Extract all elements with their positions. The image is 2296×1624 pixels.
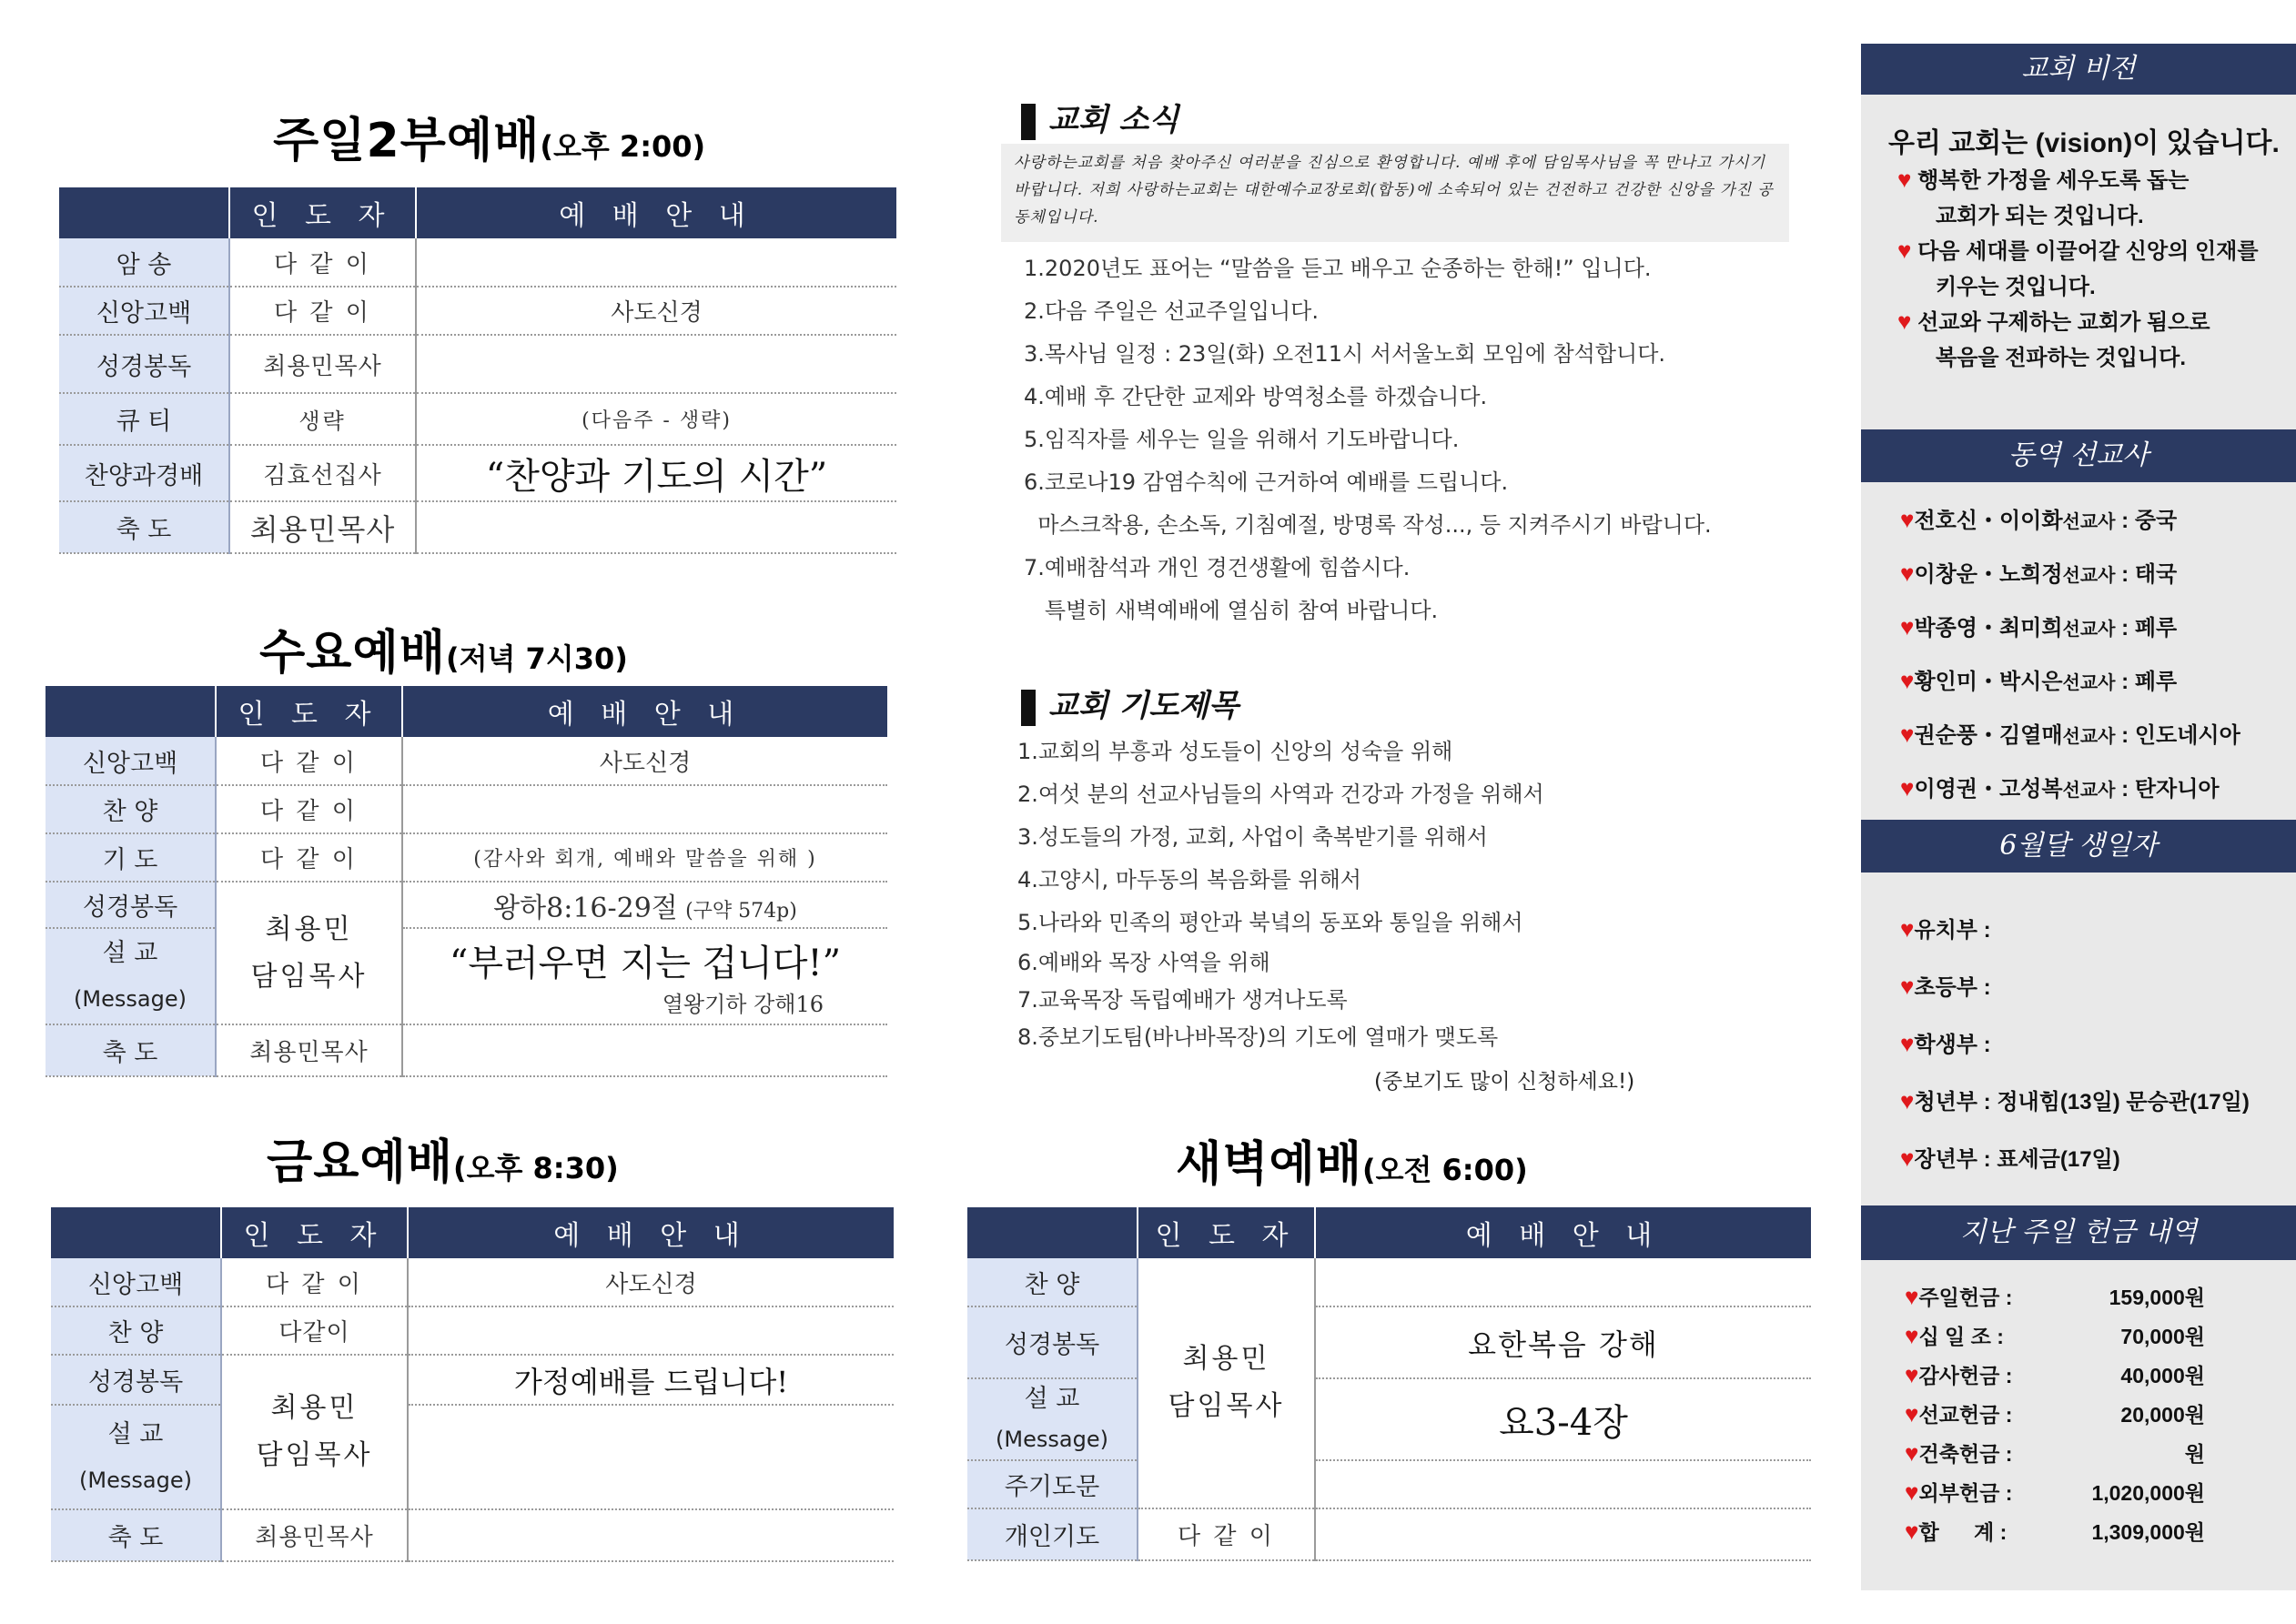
wednesday-title-time: (저녁 7시30)	[445, 641, 628, 676]
table-row	[967, 1378, 1811, 1460]
row-label: 성경봉독	[967, 1306, 1138, 1378]
offering-heading: 지난 주일 헌금 내역	[1861, 1205, 2296, 1260]
dawn-table	[967, 1207, 1811, 1561]
heart-icon: ♥	[1900, 721, 1915, 748]
sermon-title: “부러우면 지는 겁니다!”	[449, 943, 842, 984]
birthday-item	[1900, 969, 1991, 1001]
heart-icon: ♥	[1900, 973, 1915, 1000]
dawn-title	[1176, 1125, 1528, 1194]
row-guide: 가정예배를 드립니다!	[408, 1355, 894, 1405]
header-empty	[46, 686, 216, 737]
prayer-list	[1017, 731, 1818, 1056]
row-leader: 다같이	[221, 1306, 408, 1355]
prayer-heading	[1021, 681, 1239, 726]
birthday-item	[1900, 1026, 1991, 1058]
header-leader: 인 도 자	[221, 1207, 408, 1258]
offering-amount: 159,000원	[2109, 1286, 2205, 1309]
row-leader: 다 같 이	[216, 737, 402, 785]
missionary-role: 선교사	[2062, 512, 2116, 532]
leader-name: 최용민	[265, 913, 353, 945]
row-guide	[408, 1306, 894, 1355]
row-guide	[1315, 1508, 1811, 1560]
merged-leader	[1138, 1258, 1315, 1508]
heart-icon: ♥	[1900, 613, 1915, 641]
vision-line: 다음 세대를 이끌어갈 신앙의 인재를	[1917, 239, 2259, 264]
birthday-text: 유치부 :	[1914, 918, 1991, 943]
scripture-text: 왕하8:16-29절	[493, 892, 678, 924]
row-label: 성경봉독	[51, 1355, 221, 1405]
news-heading-text: 교회 소식	[1048, 102, 1179, 138]
row-guide	[402, 928, 887, 1024]
row-guide	[416, 238, 896, 287]
label-sub: (Message)	[74, 986, 187, 1012]
missionary-role: 선교사	[2062, 673, 2116, 693]
list-item: 7.예배참석과 개인 경건생활에 힘씁시다.	[1024, 555, 1411, 580]
dawn-title-time: (오전 6:00)	[1361, 1153, 1528, 1187]
offering-amount: 70,000원	[2120, 1325, 2205, 1348]
table-row	[59, 335, 896, 393]
table-row	[967, 1258, 1811, 1306]
leader-role: 담임목사	[250, 960, 368, 993]
row-label	[967, 1378, 1138, 1460]
leader-name: 최용민	[270, 1392, 359, 1424]
row-guide	[402, 882, 887, 928]
row-guide	[408, 1405, 894, 1509]
sunday2-title	[273, 102, 705, 170]
row-label: 암 송	[59, 238, 229, 287]
offering-item	[1905, 1281, 2205, 1311]
vision-line: 키우는 것입니다.	[1936, 275, 2096, 299]
sunday2-title-time: (오후 2:00)	[540, 129, 706, 164]
header-empty	[967, 1207, 1138, 1258]
leader-name: 최용민	[1182, 1343, 1270, 1375]
row-guide	[416, 335, 896, 393]
heart-icon: ♥	[1900, 667, 1915, 694]
list-item: 1.2020년도 표어는 “말씀을 듣고 배우고 순종하는 한해!” 입니다.	[1024, 256, 1652, 281]
vision-item	[1897, 162, 2189, 234]
scripture-ref: (구약 574p)	[685, 899, 797, 923]
missionary-role: 선교사	[2062, 620, 2116, 640]
row-guide: (감사와 회개, 예배와 말씀을 위해 )	[402, 833, 887, 882]
header-leader: 인 도 자	[216, 686, 402, 737]
offering-item	[1905, 1516, 2205, 1546]
row-label: 신앙고백	[46, 737, 216, 785]
offering-label: 합 계 :	[1918, 1520, 2008, 1544]
row-leader: 다 같 이	[216, 785, 402, 833]
friday-title-time: (오후 8:30)	[452, 1151, 619, 1185]
offering-item	[1905, 1398, 2205, 1428]
offering-amount: 원	[2184, 1442, 2205, 1466]
missionary-country: : 인도네시아	[2115, 723, 2240, 748]
missionary-names: 전호신・이이화	[1914, 509, 2063, 533]
row-leader: 최용민목사	[216, 1024, 402, 1076]
heart-icon: ♥	[1900, 560, 1915, 587]
missionary-item	[1900, 556, 2177, 588]
birthday-heading: 6월달 생일자	[1861, 820, 2296, 873]
label-main: 설 교	[1024, 1385, 1080, 1413]
sunday2-title-main: 주일2부예배	[273, 114, 541, 168]
row-leader: 다 같 이	[229, 238, 416, 287]
row-label: 찬 양	[967, 1258, 1138, 1306]
merged-leader	[216, 882, 402, 1024]
offering-amount: 1,020,000원	[2091, 1481, 2205, 1505]
wednesday-title-main: 수요예배	[259, 626, 446, 681]
table-row	[51, 1509, 894, 1561]
heart-icon: ♥	[1900, 1087, 1915, 1115]
heart-icon: ♥	[1905, 1439, 1919, 1467]
table-row	[51, 1355, 894, 1405]
prayer-heading-text: 교회 기도제목	[1048, 688, 1239, 724]
list-item: 8.중보기도팀(바나바목장)의 기도에 열매가 맺도록	[1017, 1024, 1499, 1050]
header-empty	[51, 1207, 221, 1258]
row-leader: 다 같 이	[221, 1258, 408, 1306]
header-guide: 예 배 안 내	[416, 187, 896, 238]
missionary-role: 선교사	[2062, 781, 2116, 801]
label-sub: (Message)	[79, 1467, 192, 1493]
header-leader: 인 도 자	[229, 187, 416, 238]
heart-icon: ♥	[1905, 1478, 1919, 1506]
row-guide: (다음주 - 생략)	[416, 393, 896, 445]
list-item: 5.나라와 민족의 평안과 북녘의 동포와 통일을 위해서	[1017, 910, 1523, 935]
missionary-country: : 페루	[2115, 670, 2178, 694]
missionary-role: 선교사	[2062, 566, 2116, 586]
row-leader: 최용민목사	[221, 1509, 408, 1561]
label-main: 설 교	[102, 939, 158, 967]
list-item: 4.고양시, 마두동의 복음화를 위해서	[1017, 867, 1361, 893]
list-item: 4.예배 후 간단한 교제와 방역청소를 하겠습니다.	[1024, 384, 1488, 409]
list-item: 6.코로나19 감염수칙에 근거하여 예배를 드립니다.	[1024, 469, 1509, 495]
vision-line: 교회가 되는 것입니다.	[1936, 204, 2144, 228]
row-guide	[408, 1509, 894, 1561]
row-guide	[402, 1024, 887, 1076]
birthday-item	[1900, 1084, 2250, 1115]
dawn-title-main: 새벽예배	[1176, 1137, 1362, 1192]
vision-line: 복음을 전파하는 것입니다.	[1936, 346, 2187, 370]
row-leader: 생략	[229, 393, 416, 445]
row-label: 신앙고백	[59, 287, 229, 335]
vision-line: 행복한 가정을 세우도록 돕는	[1917, 168, 2190, 193]
header-empty	[59, 187, 229, 238]
table-row	[59, 238, 896, 287]
offering-label: 건축헌금 :	[1918, 1442, 2013, 1466]
row-leader: 다 같 이	[229, 287, 416, 335]
news-list	[1024, 247, 1825, 632]
merged-leader	[221, 1355, 408, 1509]
heart-icon: ♥	[1905, 1400, 1919, 1427]
heart-icon: ♥	[1900, 506, 1915, 533]
vision-title: 우리 교회는 (vision)이 있습니다.	[1888, 128, 2280, 158]
row-leader: 김효선집사	[229, 445, 416, 501]
offering-item	[1905, 1320, 2205, 1350]
missionary-names: 황인미・박시은	[1914, 670, 2063, 694]
heart-icon: ♥	[1900, 1145, 1915, 1172]
heart-icon: ♥	[1900, 774, 1915, 802]
row-guide	[402, 785, 887, 833]
birthday-item	[1900, 912, 1991, 943]
missionary-names: 박종영・최미희	[1914, 616, 2063, 641]
header-guide: 예 배 안 내	[1315, 1207, 1811, 1258]
table-row	[59, 287, 896, 335]
heart-icon: ♥	[1900, 1030, 1915, 1057]
heart-icon: ♥	[1900, 915, 1915, 943]
row-guide	[416, 501, 896, 553]
leader-role: 담임목사	[1168, 1390, 1285, 1422]
table-row	[46, 737, 887, 785]
friday-table	[51, 1207, 894, 1562]
list-item: 2.다음 주일은 선교주일입니다.	[1024, 298, 1319, 324]
offering-label: 외부헌금 :	[1918, 1481, 2013, 1505]
row-leader: 최용민목사	[229, 335, 416, 393]
offering-label: 주일헌금 :	[1918, 1286, 2013, 1309]
row-label: 축 도	[46, 1024, 216, 1076]
row-guide: 사도신경	[402, 737, 887, 785]
heading-bar-icon	[1021, 104, 1036, 140]
list-item: 6.예배와 목장 사역을 위해	[1017, 950, 1270, 975]
list-item: 2.여섯 분의 선교사님들의 사역과 건강과 가정을 위해서	[1017, 782, 1544, 807]
news-heading	[1021, 95, 1178, 140]
missionary-item	[1900, 610, 2177, 641]
row-label: 큐 티	[59, 393, 229, 445]
heart-icon: ♥	[1897, 237, 1912, 264]
row-guide	[1315, 1258, 1811, 1306]
label-main: 설 교	[107, 1419, 164, 1448]
row-guide: 사도신경	[408, 1258, 894, 1306]
row-label: 찬양과경배	[59, 445, 229, 501]
wednesday-title	[259, 614, 628, 682]
sermon-series: 열왕기하 강해16	[662, 992, 824, 1017]
row-label: 찬 양	[51, 1306, 221, 1355]
heart-icon: ♥	[1905, 1322, 1919, 1349]
row-guide: 사도신경	[416, 287, 896, 335]
birthday-text: 장년부 : 표세금(17일)	[1914, 1147, 2120, 1172]
row-guide: 요한복음 강해	[1315, 1306, 1811, 1378]
offering-item	[1905, 1437, 2205, 1468]
list-item: 5.임직자를 세우는 일을 위해서 기도바랍니다.	[1024, 427, 1460, 452]
row-guide: “찬양과 기도의 시간”	[416, 445, 896, 501]
leader-role: 담임목사	[256, 1439, 373, 1471]
vision-item	[1897, 233, 2259, 305]
offering-item	[1905, 1359, 2205, 1389]
list-item: 7.교육목장 독립예배가 생겨나도록	[1017, 987, 1348, 1013]
row-label: 신앙고백	[51, 1258, 221, 1306]
row-label: 찬 양	[46, 785, 216, 833]
wednesday-table	[46, 686, 887, 1077]
heart-icon: ♥	[1897, 166, 1912, 193]
table-row	[46, 785, 887, 833]
missionary-item	[1900, 663, 2177, 695]
missionary-names: 이창운・노희정	[1914, 562, 2063, 587]
list-item: 3.성도들의 가정, 교회, 사업이 축복받기를 위해서	[1017, 824, 1488, 850]
offering-amount: 20,000원	[2120, 1403, 2205, 1427]
offering-label: 선교헌금 :	[1918, 1403, 2013, 1427]
table-row	[46, 882, 887, 928]
header-leader: 인 도 자	[1138, 1207, 1315, 1258]
header-guide: 예 배 안 내	[402, 686, 887, 737]
vision-item	[1897, 304, 2210, 376]
table-row	[46, 833, 887, 882]
row-label: 주기도문	[967, 1460, 1138, 1508]
table-row	[59, 501, 896, 553]
missionary-item	[1900, 502, 2177, 534]
list-item: 3.목사님 일정 : 23일(화) 오전11시 서서울노회 모임에 참석합니다.	[1024, 341, 1666, 367]
vision-line: 선교와 구제하는 교회가 됨으로	[1917, 310, 2210, 335]
header-guide: 예 배 안 내	[408, 1207, 894, 1258]
row-label	[46, 928, 216, 1024]
table-row	[967, 1460, 1811, 1508]
sunday2-table	[59, 187, 896, 554]
heart-icon: ♥	[1905, 1361, 1919, 1388]
list-item: 특별히 새벽예배에 열심히 참여 바랍니다.	[1024, 598, 1439, 623]
missionary-country: : 중국	[2115, 509, 2178, 533]
birthday-text: 청년부 : 정내힘(13일) 문승관(17일)	[1914, 1090, 2250, 1115]
news-intro: 사랑하는교회를 처음 찾아주신 여러분을 진심으로 환영합니다. 예배 후에 담임목사님을 꼭 만나고 가시기 바랍니다. 저희 사랑하는교회는 대한예수교장로회(합동)에 소속되어 있는 건전하고 건강한 신앙을 가진 공동체입니다.	[1001, 144, 1789, 242]
missionary-names: 권순풍・김열매	[1914, 723, 2063, 748]
prayer-note: (중보기도 많이 신청하세요!)	[1374, 1070, 1635, 1094]
offering-amount: 40,000원	[2120, 1364, 2205, 1387]
offering-label: 십 일 조 :	[1918, 1325, 2004, 1348]
row-label: 성경봉독	[59, 335, 229, 393]
table-row	[967, 1306, 1811, 1378]
birthday-text: 학생부 :	[1914, 1033, 1991, 1057]
table-row	[51, 1258, 894, 1306]
table-row	[46, 1024, 887, 1076]
row-leader: 다 같 이	[216, 833, 402, 882]
missionary-heading: 동역 선교사	[1861, 429, 2296, 482]
row-guide: 요3-4장	[1315, 1378, 1811, 1460]
row-label	[51, 1405, 221, 1509]
missionary-country: : 태국	[2115, 562, 2178, 587]
heart-icon: ♥	[1905, 1283, 1919, 1310]
label-sub: (Message)	[996, 1427, 1108, 1452]
table-row	[59, 393, 896, 445]
row-label: 기 도	[46, 833, 216, 882]
list-item: 1.교회의 부흥과 성도들이 신앙의 성숙을 위해	[1017, 739, 1453, 764]
table-row	[967, 1508, 1811, 1560]
friday-title-main: 금요예배	[267, 1135, 453, 1190]
row-label: 축 도	[51, 1509, 221, 1561]
row-label: 축 도	[59, 501, 229, 553]
row-guide	[1315, 1460, 1811, 1508]
table-row	[51, 1306, 894, 1355]
missionary-item	[1900, 771, 2220, 802]
offering-label: 감사헌금 :	[1918, 1364, 2013, 1387]
row-leader: 최용민목사	[229, 501, 416, 553]
offering-item	[1905, 1477, 2205, 1507]
vision-heading: 교회 비전	[1861, 44, 2296, 95]
heading-bar-icon	[1021, 690, 1036, 726]
table-row	[51, 1405, 894, 1509]
missionary-country: : 페루	[2115, 616, 2178, 641]
list-item: 마스크착용, 손소독, 기침예절, 방명록 작성..., 등 지켜주시기 바랍니다.	[1024, 512, 1712, 538]
table-row	[59, 445, 896, 501]
missionary-role: 선교사	[2062, 727, 2116, 747]
heart-icon: ♥	[1905, 1518, 1919, 1545]
row-label: 성경봉독	[46, 882, 216, 928]
birthday-item	[1900, 1141, 2120, 1173]
birthday-text: 초등부 :	[1914, 975, 1991, 1000]
heart-icon: ♥	[1897, 308, 1912, 335]
table-row	[46, 928, 887, 1024]
offering-amount: 1,309,000원	[2091, 1520, 2205, 1544]
missionary-country: : 탄자니아	[2115, 777, 2220, 802]
row-leader: 다 같 이	[1138, 1508, 1315, 1560]
missionary-names: 이영권・고성복	[1914, 777, 2063, 802]
row-label: 개인기도	[967, 1508, 1138, 1560]
missionary-item	[1900, 717, 2240, 749]
friday-title	[267, 1124, 619, 1192]
